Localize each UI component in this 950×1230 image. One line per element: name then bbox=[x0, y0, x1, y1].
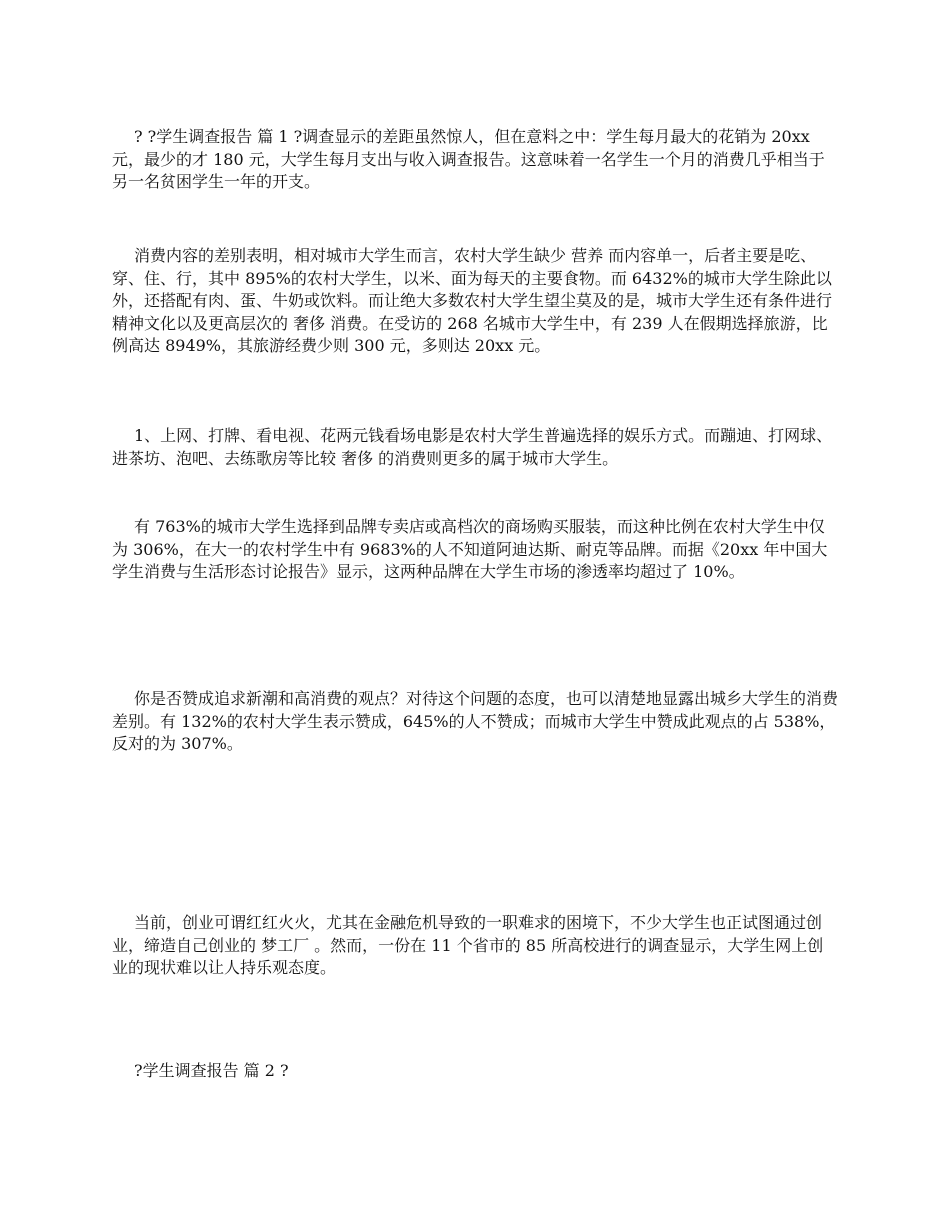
paragraph-4: 有 763%的城市大学生选择到品牌专卖店或高档次的商场购买服装，而这种比例在农村大学生中仅为 306%，在大一的农村学生中有 9683%的人不知道阿迪达斯、耐克等品牌。而据《20xx 年中国大学生消费与生活形态讨论报告》显示，这两种品牌在大学生市场的渗透率均超过了 10%。 bbox=[112, 517, 828, 581]
paragraph-1: ? ?学生调查报告 篇 1 ?调查显示的差距虽然惊人，但在意料之中：学生每月最大的花销为 20xx 元，最少的才 180 元，大学生每月支出与收入调查报告。这意味着一名学生一个月的消费几乎相当于另一名贫困学生一年的开支。 bbox=[112, 127, 825, 191]
paragraph-3: 1、上网、打牌、看电视、花两元钱看场电影是农村大学生普遍选择的娱乐方式。而蹦迪、打网球、进茶坊、泡吧、去练歌房等比较 奢侈 的消费则更多的属于城市大学生。 bbox=[112, 426, 833, 468]
paragraph-5: 你是否赞成追求新潮和高消费的观点？对待这个问题的态度，也可以清楚地显露出城乡大学生的消费差别。有 132%的农村大学生表示赞成，645%的人不赞成；而城市大学生中赞成此观点的占 538%，反对的为 307%。 bbox=[112, 689, 839, 753]
paragraph-2: 消费内容的差别表明，相对城市大学生而言，农村大学生缺少 营养 而内容单一，后者主要是吃、穿、住、行，其中 895%的农村大学生，以米、面为每天的主要食物。而 6432%的城市大学生除此以外，还搭配有肉、蛋、牛奶或饮料。而让绝大多数农村大学生望尘莫及的是，城市大学生还有条件进行精神文化以及更高层次的 奢侈 消费。在受访的 268 名城市大学生中，有 239 人在假期选择旅游，比例高达 8949%，其旅游经费少则 300 元，多则达 20xx 元。 bbox=[112, 246, 833, 355]
paragraph-6: 当前，创业可谓红红火火，尤其在金融危机导致的一职难求的困境下，不少大学生也正试图通过创业，缔造自己创业的 梦工厂 。然而，一份在 11 个省市的 85 所高校进行的调查显示，大学生网上创业的现状难以让人持乐观态度。 bbox=[112, 913, 824, 977]
section-heading: ?学生调查报告 篇 2 ? bbox=[134, 1061, 289, 1080]
